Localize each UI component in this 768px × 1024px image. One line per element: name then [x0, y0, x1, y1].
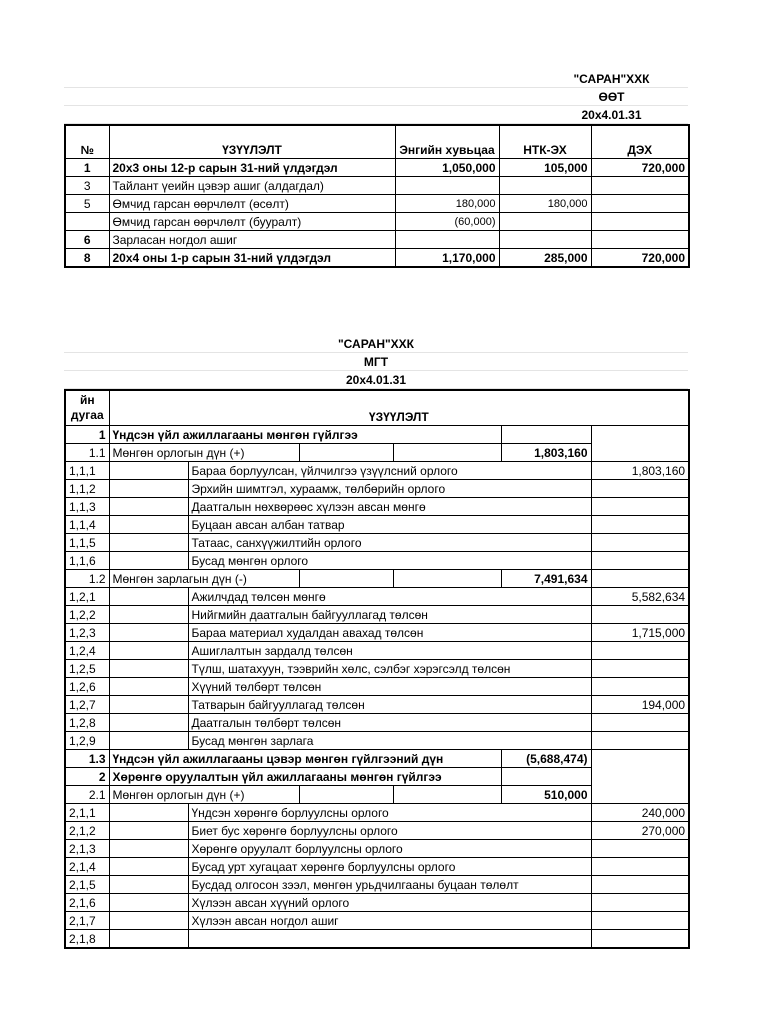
row-value — [591, 876, 689, 894]
table-row — [65, 570, 689, 588]
empty-cell — [299, 786, 393, 804]
row-no: 1 — [65, 159, 109, 177]
table-row — [65, 159, 689, 177]
row-value: 1,803,160 — [501, 444, 591, 462]
row-no: 1,2,6 — [65, 678, 109, 696]
row-label: Өмчид гарсан өөрчлөлт (өсөлт) — [109, 195, 395, 213]
row-no: 1 — [65, 426, 109, 444]
row-value: 270,000 — [591, 822, 689, 840]
row-label: Тайлант үеийн цэвэр ашиг (алдагдал) — [109, 177, 395, 195]
report2-name: МГТ — [64, 353, 688, 371]
table-row — [65, 606, 689, 624]
row-value: 5,582,634 — [591, 588, 689, 606]
row-value-common: 1,170,000 — [395, 249, 499, 268]
row-label: Үндсэн үйл ажиллагааны цэвэр мөнгөн гүйлгээний дүн — [109, 750, 501, 768]
indent-cell — [109, 588, 188, 606]
table-row — [65, 732, 689, 750]
row-value — [591, 516, 689, 534]
indent-cell — [109, 894, 188, 912]
table-header-row — [65, 390, 689, 426]
row-no: 2,1,6 — [65, 894, 109, 912]
row-no: 1,1,3 — [65, 498, 109, 516]
row-label — [188, 930, 591, 949]
table-row — [65, 195, 689, 213]
indent-cell — [109, 732, 188, 750]
row-label: Бусад мөнгөн орлого — [188, 552, 591, 570]
table-row — [65, 768, 689, 786]
table-row — [65, 804, 689, 822]
row-value — [591, 480, 689, 498]
row-value-deh — [591, 213, 689, 231]
row-no: 1,2,4 — [65, 642, 109, 660]
indent-cell — [109, 840, 188, 858]
col-header-no-line1: йн — [79, 393, 95, 407]
row-value-common — [395, 177, 499, 195]
row-value — [501, 768, 591, 786]
table-row — [65, 714, 689, 732]
table-row — [65, 480, 689, 498]
row-no: 1,2,2 — [65, 606, 109, 624]
row-value — [591, 660, 689, 678]
indent-cell — [109, 660, 188, 678]
report2-date: 20х4.01.31 — [64, 371, 688, 389]
row-value: 1,803,160 — [591, 462, 689, 480]
col-header-no — [65, 390, 109, 426]
row-value — [591, 732, 689, 750]
table-row — [65, 912, 689, 930]
row-no: 1,1,6 — [65, 552, 109, 570]
row-no: 2,1,3 — [65, 840, 109, 858]
row-no: 8 — [65, 249, 109, 268]
indent-cell — [109, 678, 188, 696]
indent-cell — [109, 624, 188, 642]
row-value: 510,000 — [501, 786, 591, 804]
indent-cell — [109, 912, 188, 930]
row-label: Хүлээн авсан хүүний орлого — [188, 894, 591, 912]
row-label: Түлш, шатахуун, тээврийн хөлс, сэлбэг хэрэгсэлд төлсөн — [188, 660, 591, 678]
indent-cell — [109, 930, 188, 949]
table-row — [65, 249, 689, 268]
row-label: Татварын байгууллагад төлсөн — [188, 696, 591, 714]
indent-cell — [109, 822, 188, 840]
row-no: 2.1 — [65, 786, 109, 804]
indent-cell — [109, 876, 188, 894]
row-label: Бусад мөнгөн зарлага — [188, 732, 591, 750]
indent-cell — [109, 606, 188, 624]
table-row — [65, 516, 689, 534]
row-label: Хөрөнгө оруулалт борлуулсны орлого — [188, 840, 591, 858]
row-value-deh: 720,000 — [591, 159, 689, 177]
row-value — [591, 930, 689, 949]
indent-cell — [109, 534, 188, 552]
row-no: 2,1,1 — [65, 804, 109, 822]
row-value-deh: 720,000 — [591, 249, 689, 268]
row-value — [501, 426, 591, 444]
cash-flow-table — [64, 389, 690, 949]
row-no: 5 — [65, 195, 109, 213]
row-value-common: 180,000 — [395, 195, 499, 213]
row-value: (5,688,474) — [501, 750, 591, 768]
row-no: 2,1,8 — [65, 930, 109, 949]
indent-cell — [109, 642, 188, 660]
indent-cell — [109, 714, 188, 732]
report1-date: 20х4.01.31 — [498, 106, 688, 124]
row-no: 1,1,1 — [65, 462, 109, 480]
row-value-ntk: 180,000 — [499, 195, 591, 213]
row-no: 2 — [65, 768, 109, 786]
empty-cell — [393, 786, 501, 804]
report1-heading — [64, 70, 688, 124]
row-label: Хөрөнгө оруулалтын үйл ажиллагааны мөнгөн гүйлгээ — [109, 768, 501, 786]
indent-cell — [109, 498, 188, 516]
row-label: Үндсэн үйл ажиллагааны мөнгөн гүйлгээ — [109, 426, 501, 444]
row-label: Мөнгөн орлогын дүн (+) — [109, 444, 299, 462]
row-value-ntk — [499, 231, 591, 249]
row-no: 1.3 — [65, 750, 109, 768]
col-header-no-line2: дугаа — [70, 408, 104, 422]
row-value — [591, 534, 689, 552]
row-label: Татаас, санхүүжилтийн орлого — [188, 534, 591, 552]
table-row — [65, 498, 689, 516]
row-no: 1.1 — [65, 444, 109, 462]
empty-cell — [299, 444, 393, 462]
row-value — [591, 912, 689, 930]
col-header-deh: ДЭХ — [591, 125, 689, 159]
table-row — [65, 930, 689, 949]
row-value — [591, 894, 689, 912]
row-label: Бараа материал худалдан авахад төлсөн — [188, 624, 591, 642]
row-value — [591, 552, 689, 570]
row-label: Даатгалын нөхвөрөөс хүлээн авсан мөнгө — [188, 498, 591, 516]
col-header-no: № — [65, 125, 109, 159]
row-value: 240,000 — [591, 804, 689, 822]
row-value-common — [395, 231, 499, 249]
row-no: 2,1,5 — [65, 876, 109, 894]
row-value-deh — [591, 195, 689, 213]
row-value — [591, 606, 689, 624]
row-no: 1,1,4 — [65, 516, 109, 534]
indent-cell — [109, 480, 188, 498]
row-value — [591, 678, 689, 696]
row-no: 2,1,2 — [65, 822, 109, 840]
row-value-deh — [591, 177, 689, 195]
indent-cell — [109, 552, 188, 570]
table-row — [65, 588, 689, 606]
row-no: 2,1,4 — [65, 858, 109, 876]
table-row — [65, 444, 689, 462]
row-label: Өмчид гарсан өөрчлөлт (бууралт) — [109, 213, 395, 231]
table-row — [65, 552, 689, 570]
empty-cell — [299, 570, 393, 588]
row-label: Биет бус хөрөнгө борлуулсны орлого — [188, 822, 591, 840]
row-value: 7,491,634 — [501, 570, 591, 588]
table-row — [65, 462, 689, 480]
row-label: Ашиглалтын зардалд төлсөн — [188, 642, 591, 660]
table-row — [65, 876, 689, 894]
report2-company: "САРАН"ХХК — [64, 335, 688, 353]
empty-cell — [393, 570, 501, 588]
col-header-ntk: НТК-ЭХ — [499, 125, 591, 159]
table-row — [65, 660, 689, 678]
row-label: 20х4 оны 1-р сарын 31-ний үлдэгдэл — [109, 249, 395, 268]
indent-cell — [109, 462, 188, 480]
col-header-label: ҮЗҮҮЛЭЛТ — [109, 125, 395, 159]
row-no: 1,2,3 — [65, 624, 109, 642]
row-label: Мөнгөн орлогын дүн (+) — [109, 786, 299, 804]
indent-cell — [109, 696, 188, 714]
equity-statement-table — [64, 124, 690, 268]
row-value-ntk: 105,000 — [499, 159, 591, 177]
table-row — [65, 822, 689, 840]
table-row — [65, 858, 689, 876]
row-value-common: (60,000) — [395, 213, 499, 231]
col-header-label: ҮЗҮҮЛЭЛТ — [109, 390, 689, 426]
row-label: Зарласан ногдол ашиг — [109, 231, 395, 249]
row-label: Бусад урт хугацаат хөрөнгө борлуулсны орлого — [188, 858, 591, 876]
table-row — [65, 750, 689, 768]
row-no: 3 — [65, 177, 109, 195]
row-no: 1.2 — [65, 570, 109, 588]
row-label: Эрхийн шимтгэл, хураамж, төлбөрийн орлого — [188, 480, 591, 498]
table-row — [65, 696, 689, 714]
row-label: Буцаан авсан албан татвар — [188, 516, 591, 534]
row-label: Хүлээн авсан ногдол ашиг — [188, 912, 591, 930]
row-value — [591, 840, 689, 858]
table-row — [65, 213, 689, 231]
row-value-ntk — [499, 177, 591, 195]
indent-cell — [109, 858, 188, 876]
row-no: 1,1,5 — [65, 534, 109, 552]
row-no: 1,2,1 — [65, 588, 109, 606]
report2-heading — [64, 335, 688, 389]
empty-cell — [393, 444, 501, 462]
row-label: Үндсэн хөрөнгө борлуулсны орлого — [188, 804, 591, 822]
table-row — [65, 678, 689, 696]
table-row — [65, 624, 689, 642]
row-label: Бусдад олгосон зээл, мөнгөн урьдчилгааны буцаан төлөлт — [188, 876, 591, 894]
table-row — [65, 426, 689, 444]
row-label: Даатгалын төлбөрт төлсөн — [188, 714, 591, 732]
row-value-common: 1,050,000 — [395, 159, 499, 177]
row-label: Ажилчдад төлсөн мөнгө — [188, 588, 591, 606]
row-label: Нийгмийн даатгалын байгууллагад төлсөн — [188, 606, 591, 624]
table-row — [65, 840, 689, 858]
row-value — [591, 642, 689, 660]
row-no: 2,1,7 — [65, 912, 109, 930]
row-no: 1,2,7 — [65, 696, 109, 714]
row-label: 20х3 оны 12-р сарын 31-ний үлдэгдэл — [109, 159, 395, 177]
table-row — [65, 894, 689, 912]
report1-company: "САРАН"ХХК — [498, 70, 688, 88]
row-value — [591, 858, 689, 876]
row-value — [591, 498, 689, 516]
table-row — [65, 177, 689, 195]
row-value-ntk: 285,000 — [499, 249, 591, 268]
row-no: 1,1,2 — [65, 480, 109, 498]
indent-cell — [109, 516, 188, 534]
row-label: Мөнгөн зарлагын дүн (-) — [109, 570, 299, 588]
table-row — [65, 231, 689, 249]
row-value: 194,000 — [591, 696, 689, 714]
table-row — [65, 642, 689, 660]
table-row — [65, 786, 689, 804]
report1-name: ӨӨТ — [498, 88, 688, 106]
row-value-ntk — [499, 213, 591, 231]
row-no — [65, 213, 109, 231]
row-no: 1,2,5 — [65, 660, 109, 678]
row-label: Бараа борлуулсан, үйлчилгээ үзүүлсний орлого — [188, 462, 591, 480]
row-value-deh — [591, 231, 689, 249]
row-value — [591, 714, 689, 732]
row-no: 1,2,8 — [65, 714, 109, 732]
table-header-row — [65, 125, 689, 159]
row-label: Хүүний төлбөрт төлсөн — [188, 678, 591, 696]
table-row — [65, 534, 689, 552]
indent-cell — [109, 804, 188, 822]
cash-flow-rows — [65, 426, 689, 949]
row-value: 1,715,000 — [591, 624, 689, 642]
row-no: 6 — [65, 231, 109, 249]
col-header-common-stock: Энгийн хувьцаа — [395, 125, 499, 159]
row-no: 1,2,9 — [65, 732, 109, 750]
